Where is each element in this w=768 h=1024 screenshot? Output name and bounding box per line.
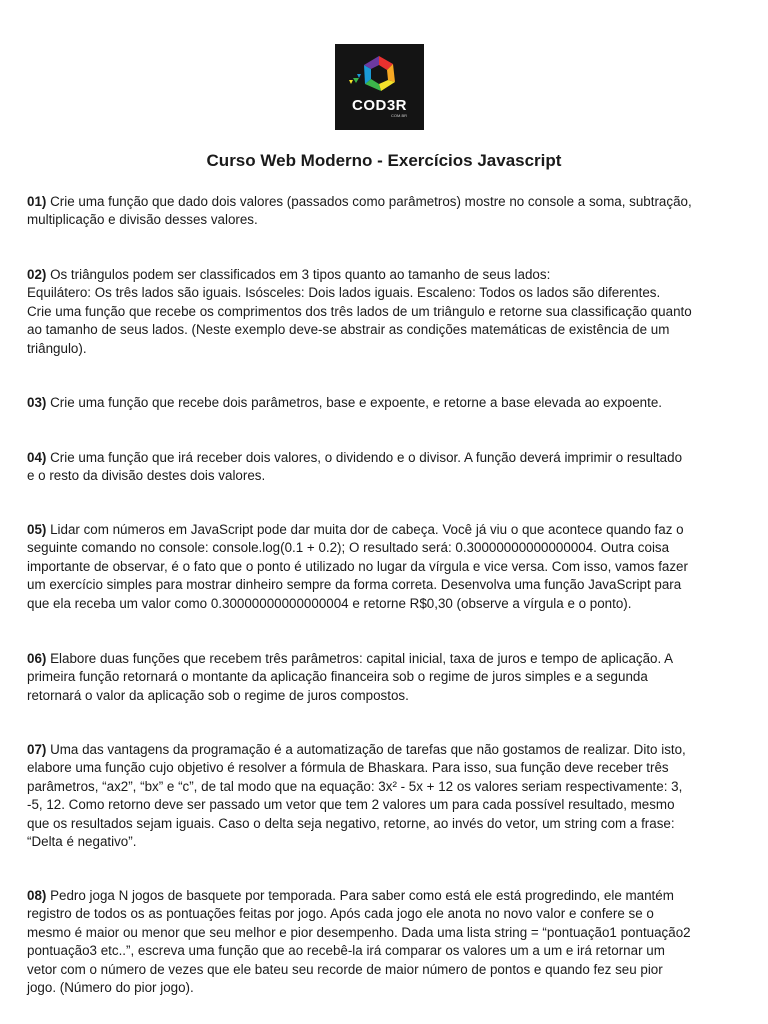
exercise-line: 04) Crie uma função que irá receber dois valores, o dividendo e o divisor. A função deverá imprimir o resultado <box>27 450 683 465</box>
exercise-line: 06) Elabore duas funções que recebem três parâmetros: capital inicial, taxa de juros e tempo de aplicação. A <box>27 651 674 666</box>
exercise-line: 07) Uma das vantagens da programação é a automatização de tarefas que não gostamos de realizar. Dito isto, <box>27 742 686 757</box>
exercise-01 <box>27 193 743 230</box>
exercise-line: que os resultados sejam iguais. Caso o delta seja negativo, retorne, ao invés do vetor, um string com a frase: <box>27 815 675 831</box>
exercise-line: triângulo). <box>27 340 87 356</box>
logo-triangle-3 <box>349 80 353 84</box>
exercise-line: multiplicação e divisão desses valores. <box>27 212 258 228</box>
exercise-line: ao tamanho de seus lados. (Neste exemplo deve-se abstrair as condições matemáticas de existência de um <box>27 322 670 338</box>
exercise-line: jogo. (Número do pior jogo). <box>27 980 194 996</box>
exercise-line: 02) Os triângulos podem ser classificados em 3 tipos quanto ao tamanho de seus lados: <box>27 267 551 282</box>
exercise-line: que ela receba um valor como 0.30000000000000004 e retorne R$0,30 (observe a vírgula e o ponto). <box>27 595 632 611</box>
exercise-line: registro de todos os as pontuações feitas por jogo. Após cada jogo ele anota no novo valor e confere se o <box>27 906 654 922</box>
exercise-line: importante de observar, é o fato que o ponto é utilizado no lugar da vírgula e vice versa. Com isso, vamos fazer <box>27 558 688 574</box>
exercise-08 <box>27 887 743 997</box>
exercise-number: 04) <box>27 450 47 465</box>
exercise-05 <box>27 521 743 613</box>
exercise-line: pontuação3 etc..”, escreva uma função que ao recebê-la irá comparar os valores um a um e irá retornar um <box>27 943 665 959</box>
exercise-number: 07) <box>27 742 47 757</box>
exercise-line: um exercício simples para mostrar dinheiro sempre da forma correta. Desenvolva uma função JavaScript para <box>27 577 682 593</box>
logo-subtext: COM.BR <box>391 113 407 118</box>
exercise-line: e o resto da divisão destes dois valores. <box>27 468 266 484</box>
coder-logo <box>335 44 424 130</box>
logo-wordmark: COD3R <box>351 97 408 114</box>
exercise-line: 08) Pedro joga N jogos de basquete por temporada. Para saber como está ele está progredindo, ele mantém <box>27 888 674 903</box>
exercise-number: 01) <box>27 194 47 209</box>
exercise-02 <box>27 266 743 358</box>
exercise-line: elabore uma função cujo objetivo é resolver a fórmula de Bhaskara. Para isso, sua função deve receber três <box>27 760 669 776</box>
exercise-line: 01) Crie uma função que dado dois valores (passados como parâmetros) mostre no console a soma, subtração, <box>27 194 692 209</box>
exercise-number: 02) <box>27 267 47 282</box>
coder-logo-graphic <box>335 44 424 130</box>
logo-triangle-2 <box>357 74 361 78</box>
exercise-line: retornará o valor da aplicação sob o regime de juros compostos. <box>27 687 409 703</box>
exercise-03 <box>27 394 743 412</box>
exercise-line: primeira função retornará o montante da aplicação financeira sob o regime de juros simples e a segunda <box>27 669 648 685</box>
exercise-number: 08) <box>27 888 47 903</box>
logo-triangle-1 <box>353 78 359 83</box>
page-title: Curso Web Moderno - Exercícios Javascript <box>206 151 562 170</box>
exercise-line: parâmetros, “ax2”, “bx” e “c”, de tal modo que na equação: 3x² - 5x + 12 os valores seriam respectivamente: 3, <box>27 778 683 794</box>
exercise-line: 05) Lidar com números em JavaScript pode dar muita dor de cabeça. Você já viu o que acontece quando faz o <box>27 522 684 537</box>
exercise-line: “Delta é negativo”. <box>27 834 137 850</box>
exercise-line: Crie uma função que recebe os comprimentos dos três lados de um triângulo e retorne sua classificação quanto <box>27 303 692 319</box>
exercise-line: -5, 12. Como retorno deve ser passado um vetor que tem 2 valores um para cada possível resultado, mesmo <box>27 797 675 813</box>
exercise-line: seguinte comando no console: console.log(0.1 + 0.2); O resultado será: 0.30000000000000004. Outra coisa <box>27 540 670 556</box>
exercise-number: 03) <box>27 395 47 410</box>
exercise-04 <box>27 449 743 486</box>
exercise-07 <box>27 741 743 851</box>
exercise-line: Equilátero: Os três lados são iguais. Isósceles: Dois lados iguais. Escaleno: Todos os lados são diferentes. <box>27 285 661 301</box>
exercise-line: mesmo é maior ou menor que seu melhor e pior desempenho. Dada uma lista string = “pontuação1 pontuação2 <box>27 924 691 940</box>
exercise-number: 05) <box>27 522 47 537</box>
exercise-number: 06) <box>27 651 47 666</box>
logo-hex-yellow <box>379 80 395 91</box>
exercise-06 <box>27 650 743 705</box>
exercise-line: vetor com o número de vezes que ele bateu seu recorde de maior número de pontos e quando fez seu pior <box>27 961 663 977</box>
exercise-line: 03) Crie uma função que recebe dois parâmetros, base e expoente, e retorne a base elevada ao expoente. <box>27 395 663 410</box>
